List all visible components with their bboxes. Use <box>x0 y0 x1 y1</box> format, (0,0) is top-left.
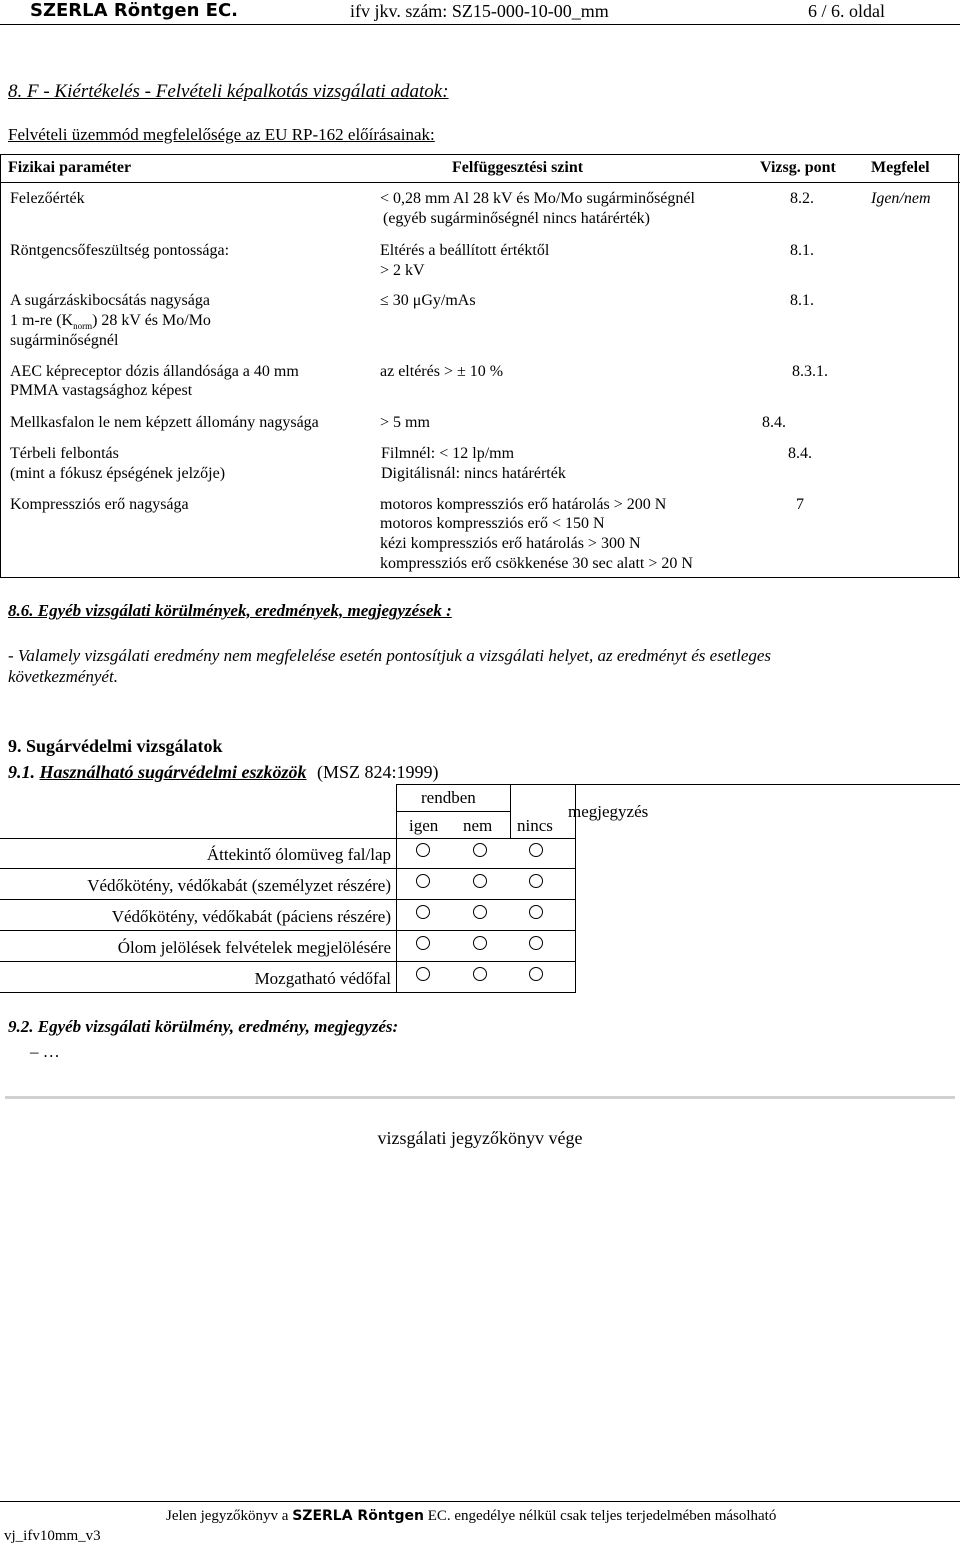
row-test-point: 8.4. <box>762 414 786 431</box>
radio-none[interactable] <box>529 905 543 919</box>
col-header-threshold: Felfüggesztési szint <box>452 159 584 176</box>
row-parameter: (mint a fókusz épségének jelzője) <box>10 465 226 482</box>
radio-yes[interactable] <box>416 905 430 919</box>
row-threshold: kompressziós erő csökkenése 30 sec alatt > 20 N <box>380 555 693 572</box>
section-92-content: – … <box>30 1042 60 1061</box>
radio-no[interactable] <box>473 843 487 857</box>
col-header-note: megjegyzés <box>568 802 649 821</box>
row-test-point: 8.2. <box>790 190 814 207</box>
radio-no[interactable] <box>473 936 487 950</box>
row-parameter: Térbeli felbontás <box>10 445 119 462</box>
row-threshold: < 0,28 mm Al 28 kV és Mo/Mo sugárminőségnél <box>380 190 695 207</box>
radio-none[interactable] <box>529 936 543 950</box>
section-8f-title: 8. F - Kiértékelés - Felvételi képalkotás vizsgálati adatok: <box>8 81 449 102</box>
header-doc-number: ifv jkv. szám: SZ15-000-10-00_mm <box>350 1 609 21</box>
row-test-point: 8.1. <box>790 242 814 259</box>
radio-no[interactable] <box>473 905 487 919</box>
row-parameter: 1 m-re $(K_{norm})$ 28 kV és Mo/Mo <box>10 312 211 332</box>
radio-none[interactable] <box>529 874 543 888</box>
equipment-label: Mozgatható védőfal <box>254 969 391 988</box>
col-header-parameter: Fizikai paraméter <box>8 159 132 176</box>
col-header-ok: rendben <box>421 788 476 807</box>
radio-none[interactable] <box>529 843 543 857</box>
radio-no[interactable] <box>473 874 487 888</box>
section-86-note-continued: következményét. <box>8 667 118 686</box>
radio-yes[interactable] <box>416 936 430 950</box>
header-divider <box>0 24 960 25</box>
end-of-report-text: vizsgálati jegyzőkönyv vége <box>377 1128 583 1148</box>
radio-yes[interactable] <box>416 967 430 981</box>
separator-line <box>5 1096 955 1099</box>
row-threshold: az eltérés > ± 10 % <box>380 363 504 380</box>
row-parameter: Kompressziós erő nagysága <box>10 496 189 513</box>
row-test-point: 7 <box>796 496 804 513</box>
section-8f-subtitle: Felvételi üzemmód megfelelősége az EU RP-162 előírásainak: <box>8 125 435 144</box>
page-header <box>0 0 960 24</box>
section-86-note: - Valamely vizsgálati eredmény nem megfelelése esetén pontosítjuk a vizsgálati helyet, az eredményt és esetleges <box>8 646 772 665</box>
row-threshold: motoros kompressziós erő < 150 N <box>380 515 605 532</box>
row-threshold: > 2 kV <box>380 262 425 279</box>
col-header-yes: igen <box>409 816 439 835</box>
footer-divider <box>0 1501 960 1502</box>
radio-no[interactable] <box>473 967 487 981</box>
row-test-point: 8.1. <box>790 292 814 309</box>
row-threshold: ≤ 30 μGy/mAs <box>380 292 476 309</box>
equipment-label: Védőkötény, védőkabát (személyzet részére) <box>87 876 391 895</box>
row-parameter: sugárminőségnél <box>10 332 119 349</box>
radio-none[interactable] <box>529 967 543 981</box>
equipment-label: Ólom jelölések felvételek megjelölésére <box>117 938 391 957</box>
header-page-number: 6 / 6. oldal <box>808 1 885 21</box>
row-parameter: Felezőérték <box>10 190 85 207</box>
row-parameter: AEC képreceptor dózis állandósága a 40 mm <box>10 363 299 380</box>
col-header-compliant: Megfelel <box>871 159 930 176</box>
footer-form-code: vj_ifv10mm_v3 <box>4 1528 101 1544</box>
col-header-no: nem <box>463 816 493 835</box>
row-threshold: (egyéb sugárminőségnél nincs határérték) <box>383 210 651 227</box>
row-parameter: A sugárzáskibocsátás nagysága <box>10 292 210 309</box>
header-company: SZERLA Röntgen EC. <box>30 0 239 21</box>
section-9-title: 9. Sugárvédelmi vizsgálatok <box>8 736 223 756</box>
equipment-label: Védőkötény, védőkabát (páciens részére) <box>111 907 391 926</box>
row-parameter: Röntgencsőfeszültség pontossága: <box>10 242 230 259</box>
section-91-heading: 9.1. Használható sugárvédelmi eszközök (MSZ 824:1999) <box>8 762 439 782</box>
radio-yes[interactable] <box>416 843 430 857</box>
section-86-title: 8.6. Egyéb vizsgálati körülmények, eredmények, megjegyzések : <box>8 601 452 620</box>
row-threshold: > 5 mm <box>380 414 430 431</box>
row-parameter: PMMA vastagsághoz képest <box>10 382 193 399</box>
col-header-test-point: Vizsg. pont <box>760 159 836 176</box>
row-test-point: 8.4. <box>788 445 812 462</box>
section-92-title: 9.2. Egyéb vizsgálati körülmény, eredmény, megjegyzés: <box>8 1017 399 1036</box>
row-test-point: 8.3.1. <box>792 363 828 380</box>
row-threshold: Eltérés a beállított értéktől <box>380 242 550 259</box>
row-parameter: Mellkasfalon le nem képzett állomány nagysága <box>10 414 319 431</box>
row-compliant: Igen/nem <box>871 190 931 207</box>
col-header-none: nincs <box>517 816 553 835</box>
row-threshold: kézi kompressziós erő határolás > 300 N <box>380 535 641 552</box>
row-threshold: Filmnél: < 12 lp/mm <box>381 445 515 462</box>
footer-copyright-notice: Jelen jegyzőkönyv a SZERLA Röntgen EC. engedélye nélkül csak teljes terjedelmében másolható <box>166 1508 777 1524</box>
row-threshold: motoros kompressziós erő határolás > 200 N <box>380 496 667 513</box>
equipment-label: Áttekintő ólomüveg fal/lap <box>206 845 391 864</box>
radio-yes[interactable] <box>416 874 430 888</box>
row-threshold: Digitálisnál: nincs határérték <box>381 465 566 482</box>
